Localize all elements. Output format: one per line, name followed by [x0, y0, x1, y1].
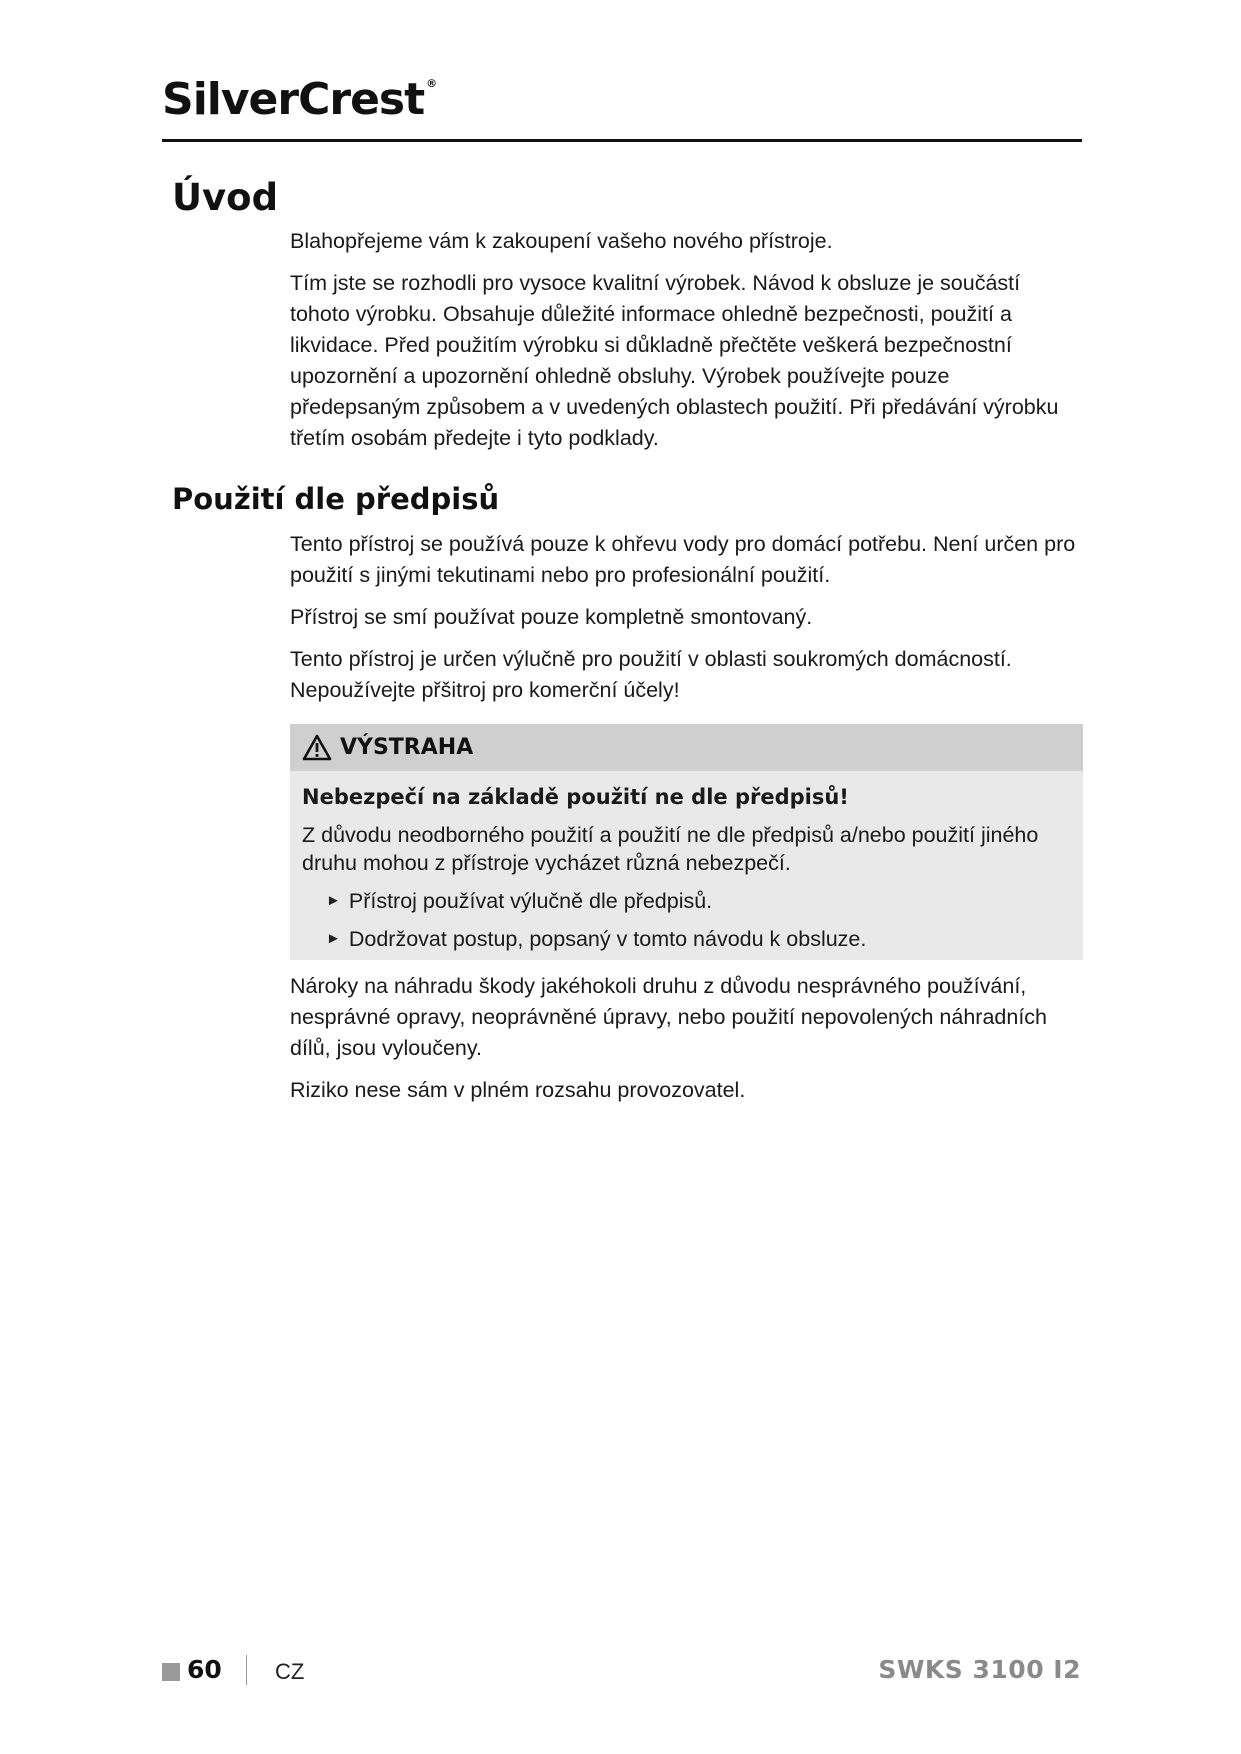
- warning-bullet-1: [302, 887, 1071, 915]
- liability-paragraph-1: Nároky na náhradu škody jakéhokoli druhu z důvodu nesprávného používání, nesprávné opravy, neoprávněné úpravy, nebo použití nepovolených náhradních dílů, jsou vyloučeny.: [290, 974, 1048, 1060]
- intro-paragraph-2: Tím jste se rozhodli pro vysoce kvalitní výrobek. Návod k obsluze je součástí tohoto výrobku. Obsahuje důležité informace ohledně bezpečnosti, použití a likvidace. Před použitím výrobku si důkladně přečtěte veškerá bezpečnostní upozornění a upozornění ohledně obsluhy. Výrobek používejte pouze předepsaným způsobem a v uvedených oblastech použití. Při předávání výrobku třetím osobám předejte i tyto podklady.: [290, 271, 1059, 450]
- liability-text: [290, 971, 1082, 1117]
- language-code: CZ: [275, 1659, 305, 1684]
- warning-header: [290, 724, 1083, 771]
- warning-body: [290, 771, 1083, 953]
- usage-paragraph-3: Tento přístroj je určen výlučně pro použití v oblasti soukromých domácností. Nepoužívejte přšitroj pro komerční účely!: [290, 647, 1012, 702]
- header-rule: [162, 139, 1082, 142]
- warning-label: VÝSTRAHA: [340, 735, 474, 760]
- registered-mark: ®: [426, 77, 437, 90]
- liability-paragraph-2: Riziko nese sám v plném rozsahu provozovatel.: [290, 1078, 746, 1102]
- footer-square-icon: [162, 1663, 180, 1681]
- footer-divider: [246, 1655, 247, 1685]
- model-number: SWKS 3100 I2: [878, 1655, 1081, 1684]
- usage-paragraph-1: Tento přístroj se používá pouze k ohřevu vody pro domácí potřebu. Není určen pro použití s jinými tekutinami nebo pro profesionální použití.: [290, 532, 1076, 587]
- bullet-arrow-icon: ►: [326, 892, 341, 909]
- warning-box: [290, 724, 1083, 960]
- intro-paragraph-1: Blahopřejeme vám k zakoupení vašeho nového přístroje.: [290, 229, 833, 253]
- page-number: 60: [187, 1655, 222, 1684]
- intro-heading: Úvod: [172, 176, 279, 219]
- usage-heading: Použití dle předpisů: [172, 482, 500, 516]
- warning-bullet-2: [302, 925, 1071, 953]
- warning-title: Nebezpečí na základě použití ne dle předpisů!: [302, 785, 849, 809]
- warning-bullet-text-2: Dodržovat postup, popsaný v tomto návodu k obsluze.: [348, 927, 867, 951]
- usage-text: [290, 529, 1082, 717]
- usage-paragraph-2: Přístroj se smí používat pouze kompletně smontovaný.: [290, 605, 813, 629]
- warning-text: Z důvodu neodborného použití a použití ne dle předpisů a/nebo použití jiného druhu mohou z přístroje vycházet různá nebezpečí.: [302, 823, 1039, 875]
- intro-text: [290, 226, 1082, 465]
- warning-triangle-icon: [302, 734, 332, 761]
- bullet-arrow-icon: ►: [326, 930, 341, 947]
- warning-bullet-text-1: Přístroj používat výlučně dle předpisů.: [348, 889, 713, 913]
- brand-logo: [162, 74, 437, 125]
- brand-logo-text: SilverCrest: [162, 74, 425, 125]
